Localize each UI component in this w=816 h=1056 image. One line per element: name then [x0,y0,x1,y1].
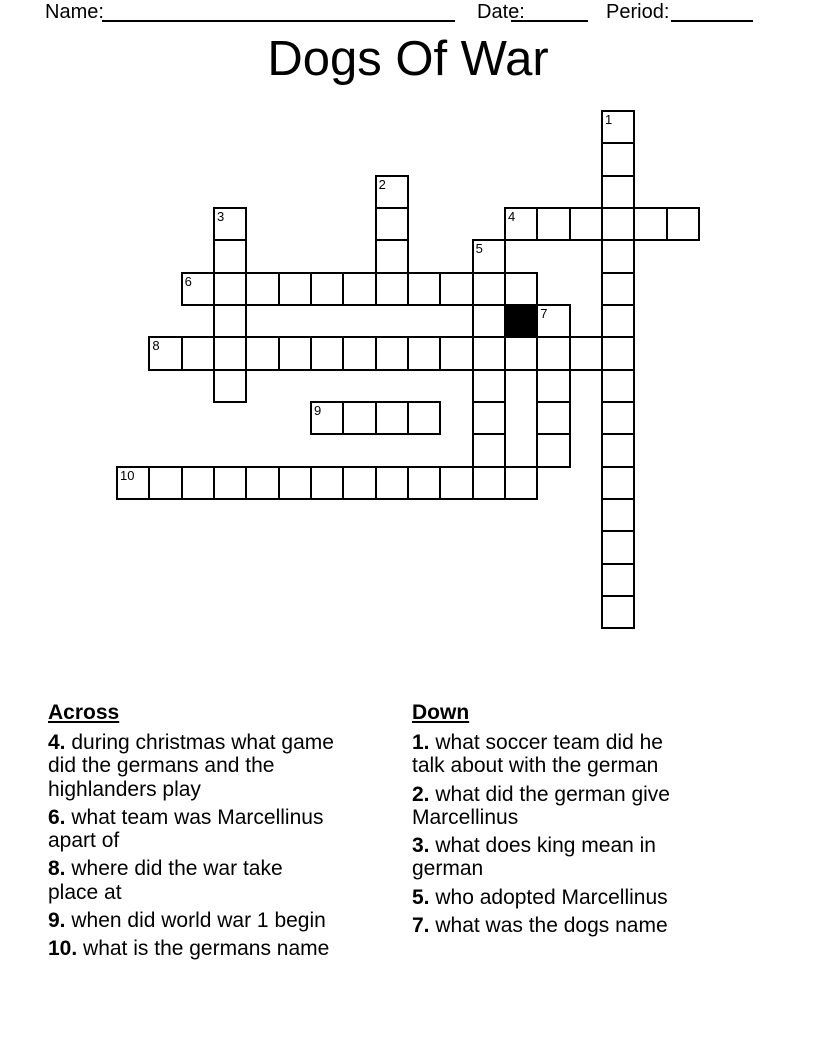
grid-cell[interactable] [601,563,635,597]
grid-cell-number: 8 [152,338,160,354]
grid-cell[interactable] [601,272,635,306]
clue-number: 10. [48,937,78,961]
grid-cell[interactable] [278,336,312,370]
grid-cell[interactable] [342,401,376,435]
grid-cell[interactable] [213,336,247,370]
grid-cell[interactable] [601,175,635,209]
grid-cell[interactable] [472,369,506,403]
clue: 6. what team was Marcellinus apart of [48,805,324,853]
down-clues-section [412,700,772,942]
clue-number: 9. [48,909,66,933]
grid-cell[interactable] [245,336,279,370]
clue: 7. what was the dogs name [412,914,668,938]
grid-cell[interactable] [472,272,506,306]
grid-cell[interactable] [601,433,635,467]
across-clue-list [48,731,408,961]
clue-number: 6. [48,805,66,829]
grid-cell[interactable] [407,272,441,306]
grid-cell[interactable] [601,239,635,273]
grid-cell[interactable] [181,336,215,370]
grid-cell[interactable] [375,401,409,435]
clue: 9. when did world war 1 begin [48,909,326,933]
grid-cell[interactable] [375,336,409,370]
clue-number: 5. [412,885,430,909]
grid-cell[interactable] [504,207,538,241]
grid-cell[interactable] [342,272,376,306]
grid-cell-number: 6 [184,273,192,289]
grid-cell[interactable] [148,336,182,370]
clue: 1. what soccer team did he talk about with the german [412,731,663,778]
grid-cell[interactable] [601,401,635,435]
grid-cell-number: 9 [313,402,322,418]
grid-cell[interactable] [439,272,473,306]
grid-cell[interactable] [601,207,635,241]
grid-cell[interactable] [633,207,667,241]
grid-cell[interactable] [375,239,409,273]
grid-cell[interactable] [342,466,376,500]
grid-cell-number: 5 [475,241,483,257]
clue-number: 8. [48,857,66,881]
grid-cell[interactable] [472,466,506,500]
date-label: Date: [477,1,525,23]
across-clues-section [48,700,408,966]
across-heading: Across [48,701,120,724]
grid-cell[interactable] [472,401,506,435]
grid-cell[interactable] [504,272,538,306]
grid-cell[interactable] [310,272,344,306]
grid-cell[interactable] [213,272,247,306]
grid-cell[interactable] [666,207,700,241]
grid-cell[interactable] [213,207,247,241]
grid-cell[interactable] [504,336,538,370]
grid-cell[interactable] [601,498,635,532]
grid-cell[interactable] [310,466,344,500]
clue: 4. during christmas what game did the germans and the highlanders play [48,731,334,801]
grid-cell[interactable] [181,272,215,306]
clue-number: 4. [48,731,66,754]
grid-cell-number: 4 [507,208,516,224]
grid-cell[interactable] [601,336,635,370]
grid-cell[interactable] [601,466,635,500]
grid-cell[interactable] [569,207,603,241]
grid-cell[interactable] [536,207,570,241]
grid-cell[interactable] [536,336,570,370]
grid-cell[interactable] [245,272,279,306]
page-title: Dogs Of War [267,32,549,86]
grid-cell[interactable] [536,401,570,435]
grid-cell[interactable] [439,336,473,370]
grid-cell[interactable] [375,466,409,500]
grid-cell[interactable] [375,272,409,306]
grid-cell[interactable] [504,466,538,500]
name-blank-line [102,2,455,22]
clue: 3. what does king mean in german [412,834,656,881]
grid-cell[interactable] [213,466,247,500]
grid-cell[interactable] [601,110,635,144]
clue-number: 3. [412,834,430,858]
grid-cell[interactable] [213,369,247,403]
name-label: Name: [45,1,104,23]
grid-cell[interactable] [181,466,215,500]
grid-cell[interactable] [342,336,376,370]
clue: 5. who adopted Marcellinus [412,885,668,909]
clue-number: 2. [412,782,430,806]
grid-cell[interactable] [601,530,635,564]
grid-cell[interactable] [601,595,635,629]
grid-cell[interactable] [148,466,182,500]
grid-cell-number: 3 [216,208,225,224]
grid-cell-number: 7 [540,305,548,321]
grid-cell[interactable] [375,175,409,209]
clue: 8. where did the war take place at [48,857,283,904]
grid-cell[interactable] [601,304,635,338]
grid-cell-number: 2 [378,176,386,192]
date-blank-line [511,2,588,22]
grid-cell[interactable] [116,466,150,500]
grid-cell[interactable] [569,336,603,370]
grid-cell[interactable] [536,369,570,403]
grid-cell[interactable] [536,304,570,338]
grid-cell[interactable] [601,142,635,176]
grid-cell[interactable] [407,401,441,435]
grid-cell[interactable] [245,466,279,500]
grid-cell[interactable] [407,466,441,500]
grid-cell[interactable] [601,369,635,403]
period-blank-line [671,2,753,22]
grid-cell[interactable] [278,466,312,500]
clue: 10. what is the germans name [48,937,330,961]
clue: 2. what did the german give Marcellinus [412,782,670,829]
clue-number: 1. [412,731,430,754]
grid-cell-number: 1 [604,112,613,127]
grid-cell[interactable] [536,433,570,467]
grid-cell[interactable] [375,207,409,241]
grid-cell[interactable] [472,239,506,273]
grid-cell[interactable] [310,401,344,435]
down-heading: Down [412,701,470,724]
grid-cell[interactable] [407,336,441,370]
grid-cell[interactable] [213,304,247,338]
grid-black-cell [504,304,538,338]
period-label: Period: [606,1,670,23]
down-clue-list [412,731,772,937]
grid-cell-number: 10 [120,467,135,483]
grid-cell[interactable] [472,433,506,467]
grid-cell[interactable] [472,336,506,370]
grid-cell[interactable] [439,466,473,500]
grid-cell[interactable] [472,304,506,338]
grid-cell[interactable] [310,336,344,370]
grid-cell[interactable] [278,272,312,306]
clue-number: 7. [412,914,430,938]
grid-cell[interactable] [213,239,247,273]
